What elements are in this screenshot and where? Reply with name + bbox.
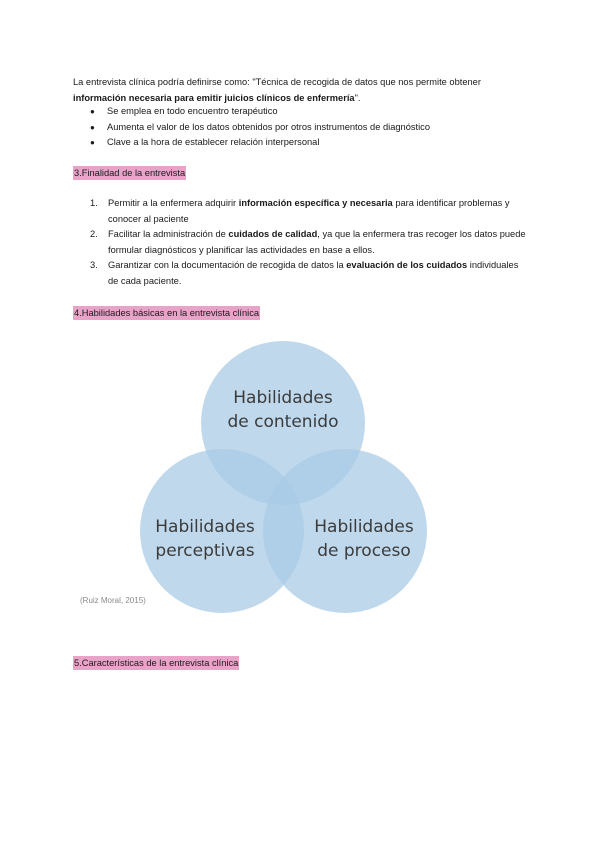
- intro-line-1: La entrevista clínica podría definirse como: "Técnica de recogida de datos que nos permite obtener: [73, 77, 481, 87]
- item-bold-text: cuidados de calidad: [228, 229, 318, 239]
- list-item: ● Clave a la hora de establecer relación interpersonal: [90, 135, 430, 151]
- venn-label-left-line1: Habilidades: [155, 517, 255, 537]
- item-text: para identificar problemas y conocer al paciente: [108, 198, 510, 224]
- venn-label-right-line2: de proceso: [317, 541, 411, 561]
- item-text: Facilitar la administración de: [108, 229, 229, 239]
- list-item: ● Aumenta el valor de los datos obtenidos por otros instrumentos de diagnóstico: [90, 120, 430, 136]
- intro-bullet-list: [90, 104, 430, 151]
- venn-label-top-line1: Habilidades: [233, 388, 333, 408]
- section-heading-finalidad: 3.Finalidad de la entrevista: [74, 168, 186, 178]
- list-item: [90, 227, 530, 258]
- venn-label-left-line2: perceptivas: [155, 541, 255, 561]
- item-number: 3.: [90, 260, 98, 270]
- finalidad-list: [90, 196, 530, 289]
- item-text: Permitir a la enfermera adquirir: [108, 198, 239, 208]
- item-text: individuales de cada paciente.: [108, 260, 519, 286]
- list-item: [90, 258, 530, 289]
- item-number: 2.: [90, 229, 98, 239]
- section-heading-caracteristicas: 5.Características de la entrevista clínica: [74, 658, 239, 668]
- venn-label-top-line2: de contenido: [227, 412, 339, 432]
- venn-diagram-svg: [130, 338, 440, 620]
- section-heading-habilidades: 4.Habilidades básicas en la entrevista clínica: [74, 308, 260, 318]
- item-bold-text: evaluación de los cuidados: [346, 260, 468, 270]
- figure-source-caption: (Ruiz Moral, 2015): [80, 596, 146, 605]
- venn-diagram: [130, 338, 440, 620]
- intro-line-2-end: ".: [354, 93, 361, 103]
- list-item: [90, 196, 530, 227]
- list-item: ● Se emplea en todo encuentro terapéutico: [90, 104, 430, 120]
- item-number: 1.: [90, 198, 98, 208]
- intro-line-2: información necesaria para emitir juicios clínicos de enfermería: [73, 93, 355, 103]
- venn-label-right-line1: Habilidades: [314, 517, 414, 537]
- item-text: , ya que la enfermera tras recoger los datos puede formular diagnósticos y planificar las actividades en base a ellos.: [108, 229, 526, 255]
- item-bold-text: información específica y necesaria: [238, 198, 393, 208]
- intro-paragraph: [73, 74, 533, 106]
- item-text: Garantizar con la documentación de recogida de datos la: [108, 260, 347, 270]
